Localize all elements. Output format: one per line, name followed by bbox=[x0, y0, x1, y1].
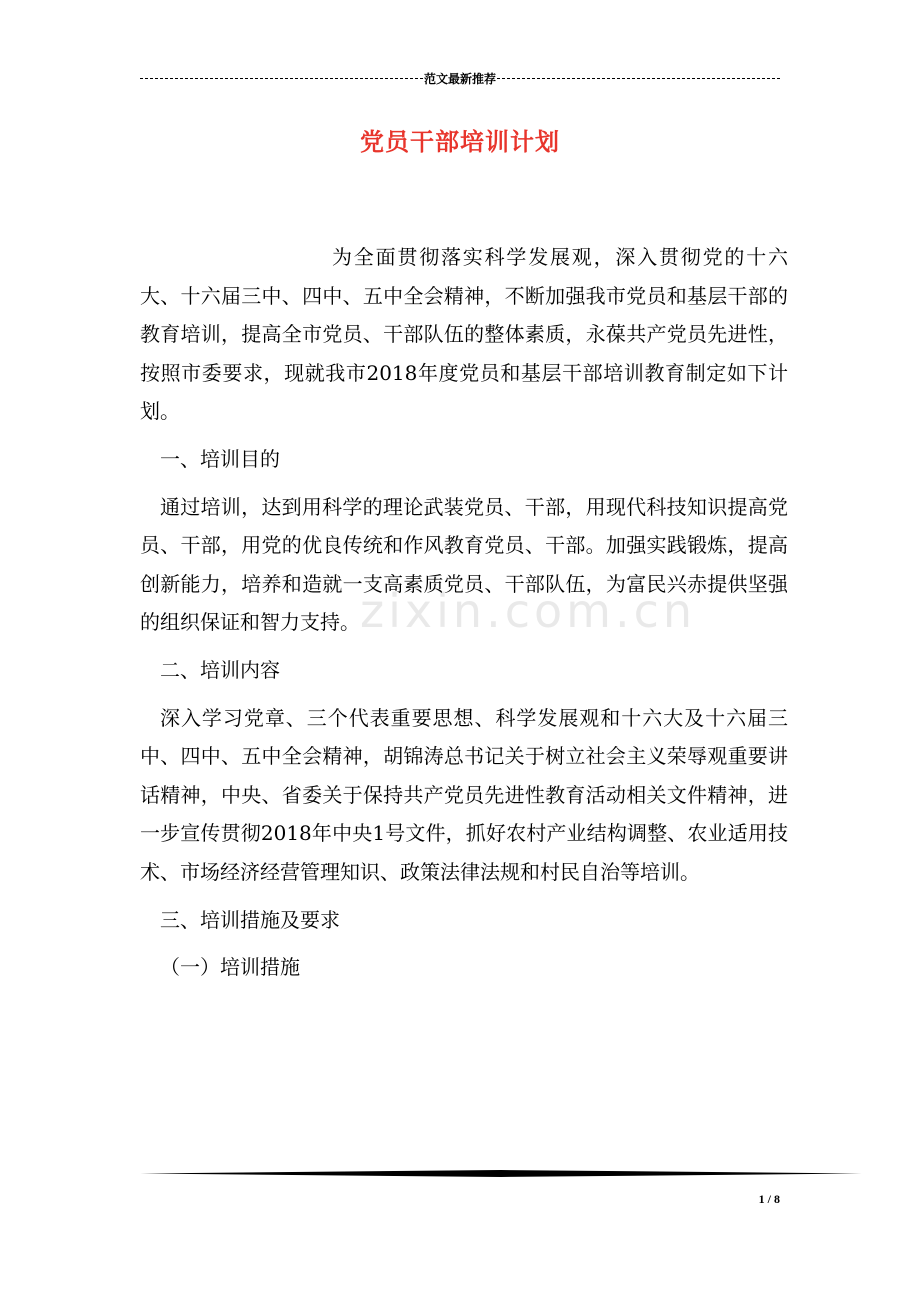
document-title: 党员干部培训计划 bbox=[360, 127, 560, 156]
page-number: 1 / 8 bbox=[758, 1192, 780, 1206]
document-body bbox=[140, 238, 788, 996]
header-dashed-rule-right bbox=[497, 78, 780, 79]
section-heading-content: 二、培训内容 bbox=[160, 657, 280, 682]
footer-rule-shape bbox=[140, 1170, 862, 1177]
header-dashed-rule-left bbox=[140, 78, 423, 79]
header-label: 范文最新推荐 bbox=[424, 71, 497, 86]
section-body-purpose: 通过培训，达到用科学的理论武装党员、干部，用现代科技知识提高党员、干部，用党的优良传统和作风教育党员、干部。加强实践锻炼，提高创新能力，培养和造就一支高素质党员、干部队伍，为富民兴赤提供坚强的组织保证和智力支持。 bbox=[140, 494, 788, 635]
intro-paragraph: 为全面贯彻落实科学发展观，深入贯彻党的十六大、十六届三中、四中、五中全会精神，不断加强我市党员和基层干部的教育培训，提高全市党员、干部队伍的整体素质，永葆共产党员先进性，按照市委要求，现就我市2018年度党员和基层干部培训教育制定如下计划。 bbox=[140, 245, 788, 424]
watermark-text: zixin.com.cn bbox=[360, 584, 697, 638]
section-heading-measures: 三、培训措施及要求 bbox=[160, 907, 340, 932]
section-body-content: 深入学习党章、三个代表重要思想、科学发展观和十六大及十六届三中、四中、五中全会精神，胡锦涛总书记关于树立社会主义荣辱观重要讲话精神，中央、省委关于保持共产党员先进性教育活动相关文件精神，进一步宣传贯彻2018年中央1号文件，抓好农村产业结构调整、农业适用技术、市场经济经营管理知识、政策法律法规和村民自治等培训。 bbox=[140, 705, 788, 884]
page-header bbox=[140, 68, 780, 88]
footer-rule bbox=[140, 1170, 862, 1177]
section-heading-purpose: 一、培训目的 bbox=[160, 446, 280, 471]
sub-heading-measures: （一）培训措施 bbox=[160, 955, 300, 980]
